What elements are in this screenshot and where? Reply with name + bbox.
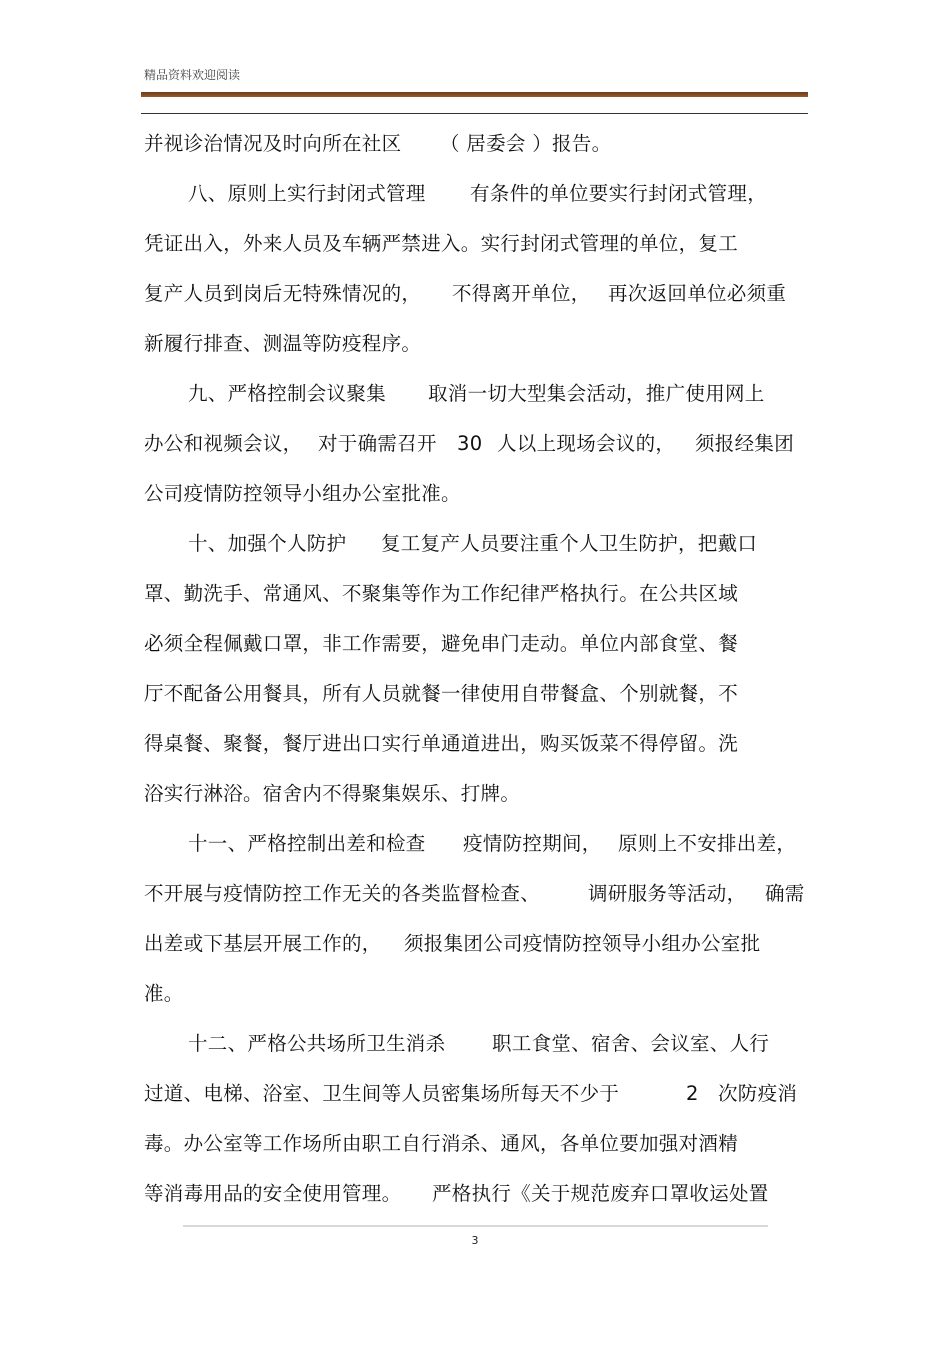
- text-segment: 30: [457, 432, 483, 455]
- text-line: [0, 377, 950, 411]
- page-number: 3: [471, 1234, 479, 1247]
- text-line: [0, 577, 950, 611]
- text-segment: 十一、严格控制出差和检查: [188, 832, 426, 855]
- text-segment: 2: [686, 1082, 699, 1105]
- text-line: [0, 877, 950, 911]
- text-segment: 取消一切大型集会活动，推广使用网上: [428, 382, 765, 405]
- text-segment: 浴实行淋浴。宿舍内不得聚集娱乐、打牌。: [144, 782, 521, 805]
- text-segment: 须报经集团: [695, 432, 795, 455]
- text-segment: （ 居委会 ）报告。: [440, 132, 612, 155]
- text-segment: 凭证出入，外来人员及车辆严禁进入。实行封闭式管理的单位，复工: [144, 232, 739, 255]
- text-segment: 再次返回单位必须重: [608, 282, 787, 305]
- text-line: [0, 977, 950, 1011]
- text-segment: 毒。办公室等工作场所由职工自行消杀、通风，各单位要加强对酒精: [144, 1132, 739, 1155]
- text-segment: 须报集团公司疫情防控领导小组办公室批: [404, 932, 761, 955]
- text-line: [0, 1027, 950, 1061]
- text-segment: 并视诊治情况及时向所在社区: [144, 132, 402, 155]
- text-segment: 罩、勤洗手、常通风、不聚集等作为工作纪律严格执行。在公共区域: [144, 582, 739, 605]
- page-header: 精品资料欢迎阅读: [144, 68, 241, 82]
- text-segment: 职工食堂、宿舍、会议室、人行: [492, 1032, 770, 1055]
- text-line: [0, 777, 950, 811]
- text-line: [0, 1127, 950, 1161]
- text-line: [0, 277, 950, 311]
- text-segment: 新履行排查、测温等防疫程序。: [144, 332, 422, 355]
- text-segment: 不得离开单位，: [452, 282, 591, 305]
- text-segment: 确需: [765, 882, 805, 905]
- text-segment: 公司疫情防控领导小组办公室批准。: [144, 482, 461, 505]
- header-rule-thick: [141, 92, 808, 97]
- text-line: [0, 677, 950, 711]
- text-line: [0, 477, 950, 511]
- text-segment: 过道、电梯、浴室、卫生间等人员密集场所每天不少于: [144, 1082, 620, 1105]
- text-line: [0, 827, 950, 861]
- text-segment: 等消毒用品的安全使用管理。: [144, 1182, 402, 1205]
- text-segment: 有条件的单位要实行封闭式管理，: [470, 182, 768, 205]
- text-segment: 八、原则上实行封闭式管理: [188, 182, 426, 205]
- text-segment: 疫情防控期间，: [463, 832, 602, 855]
- text-segment: 人以上现场会议的，: [497, 432, 676, 455]
- text-segment: 调研服务等活动，: [588, 882, 747, 905]
- text-segment: 原则上不安排出差，: [618, 832, 797, 855]
- text-segment: 复工复产人员要注重个人卫生防护，把戴口: [381, 532, 758, 555]
- text-line: [0, 627, 950, 661]
- text-segment: 次防疫消: [718, 1082, 798, 1105]
- text-segment: 不开展与疫情防控工作无关的各类监督检查、: [144, 882, 541, 905]
- text-line: [0, 1177, 950, 1211]
- text-line: [0, 527, 950, 561]
- text-segment: 得桌餐、聚餐，餐厅进出口实行单通道进出，购买饭菜不得停留。洗: [144, 732, 739, 755]
- text-line: [0, 927, 950, 961]
- header-rule-thin: [141, 113, 808, 114]
- text-line: [0, 177, 950, 211]
- text-segment: 必须全程佩戴口罩，非工作需要，避免串门走动。单位内部食堂、餐: [144, 632, 739, 655]
- text-segment: 十二、严格公共场所卫生消杀: [188, 1032, 446, 1055]
- text-line: [0, 427, 950, 461]
- text-segment: 准。: [144, 982, 184, 1005]
- text-line: [0, 327, 950, 361]
- text-segment: 办公和视频会议，: [144, 432, 303, 455]
- footer-rule: [183, 1225, 768, 1227]
- text-segment: 十、加强个人防护: [188, 532, 347, 555]
- text-line: [0, 127, 950, 161]
- text-line: [0, 727, 950, 761]
- text-segment: 九、严格控制会议聚集: [188, 382, 387, 405]
- text-segment: 复产人员到岗后无特殊情况的，: [144, 282, 422, 305]
- text-line: [0, 227, 950, 261]
- text-segment: 对于确需召开: [318, 432, 437, 455]
- text-line: [0, 1077, 950, 1111]
- text-segment: 出差或下基层开展工作的，: [144, 932, 382, 955]
- text-segment: 严格执行《关于规范废弃口罩收运处置: [432, 1182, 769, 1205]
- text-segment: 厅不配备公用餐具，所有人员就餐一律使用自带餐盒、个别就餐，不: [144, 682, 739, 705]
